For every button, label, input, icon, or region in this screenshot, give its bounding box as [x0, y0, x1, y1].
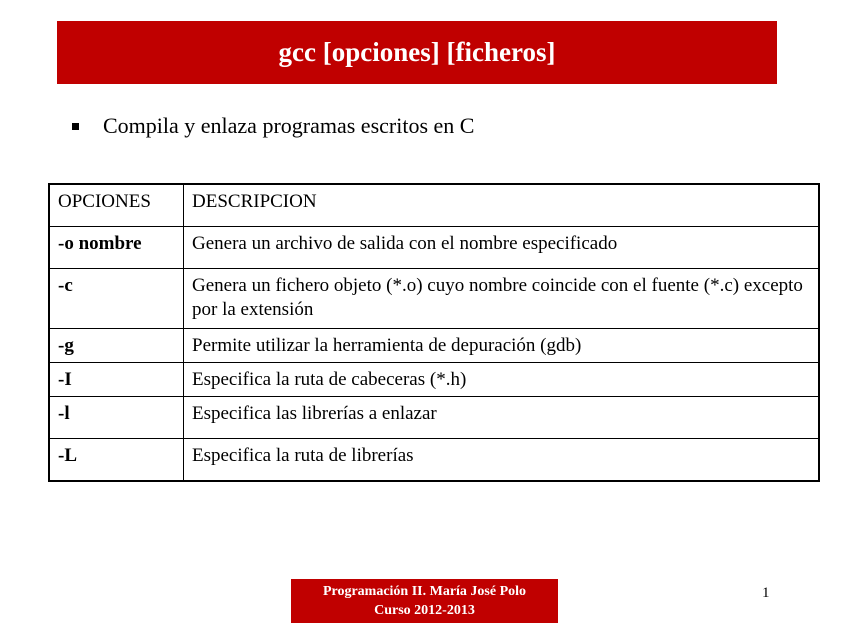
table-row	[49, 269, 819, 329]
footer-credit	[291, 579, 558, 623]
option-cell: -L	[49, 439, 184, 482]
option-cell: -c	[49, 269, 184, 329]
description-cell: Permite utilizar la herramienta de depuración (gdb)	[184, 329, 820, 363]
table-row	[49, 397, 819, 439]
table-row	[49, 329, 819, 363]
slide-title-bar	[57, 21, 777, 84]
description-cell: Genera un fichero objeto (*.o) cuyo nombre coincide con el fuente (*.c) excepto por la extensión	[184, 269, 820, 329]
option-cell: -l	[49, 397, 184, 439]
description-cell: Genera un archivo de salida con el nombre especificado	[184, 227, 820, 269]
options-table	[48, 183, 820, 482]
table-row	[49, 439, 819, 482]
footer-course: Curso 2012-2013	[374, 603, 475, 618]
bullet-item	[72, 110, 474, 142]
header-opciones: OPCIONES	[49, 184, 184, 227]
slide-title: gcc [opciones] [ficheros]	[278, 37, 556, 67]
option-cell: -I	[49, 363, 184, 397]
table-row	[49, 227, 819, 269]
description-cell: Especifica la ruta de librerías	[184, 439, 820, 482]
header-descripcion: DESCRIPCION	[184, 184, 820, 227]
table-row	[49, 363, 819, 397]
bullet-text: Compila y enlaza programas escritos en C	[103, 113, 475, 138]
footer-author: Programación II. María José Polo	[322, 584, 527, 599]
option-cell: -g	[49, 329, 184, 363]
table-header-row	[49, 184, 819, 227]
description-cell: Especifica la ruta de cabeceras (*.h)	[184, 363, 820, 397]
square-bullet-icon	[72, 123, 79, 130]
option-cell: -o nombre	[49, 227, 184, 269]
description-cell: Especifica las librerías a enlazar	[184, 397, 820, 439]
page-number: 1	[762, 585, 770, 601]
